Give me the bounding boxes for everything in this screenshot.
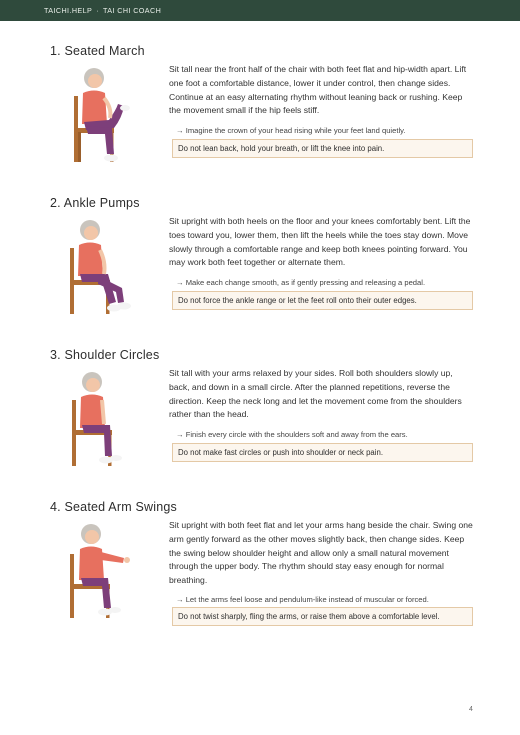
ankle-pumps-illustration: [64, 218, 134, 318]
exercise-section-seated-march: [0, 44, 520, 174]
section-warning: Do not twist sharply, fling the arms, or raise them above a comfortable level.: [172, 607, 473, 626]
section-tip: → Let the arms feel loose and pendulum-like instead of muscular or forced.: [176, 595, 429, 604]
section-tip: → Make each change smooth, as if gently pressing and releasing a pedal.: [176, 278, 426, 287]
seated-arm-swings-illustration: [64, 522, 134, 622]
header-bar: [0, 0, 520, 21]
section-body: Sit upright with both heels on the floor and your knees comfortably bent. Lift the toes toward you, lower them, then lift the heels while the toes stay down. Move slowly through a comfortable range and keep both knees pointing forward. You may work both feet together or alternate them.: [169, 216, 471, 268]
section-body: Sit tall near the front half of the chair with both feet flat and hip-width apart. Lift one foot a comfortable distance, lower it under control, then change sides. Continue at an easy alternating rhythm without leaning back or rushing. Keep the movement small if the hip feels stiff.: [169, 64, 467, 116]
shoulder-circles-illustration: [64, 370, 134, 470]
section-warning: Do not make fast circles or push into shoulder or neck pain.: [172, 443, 473, 462]
header-section: TAI CHI COACH: [103, 6, 162, 15]
exercise-section-ankle-pumps: [0, 196, 520, 326]
section-title: 1. Seated March: [50, 44, 145, 58]
exercise-section-seated-arm-swings: [0, 500, 520, 640]
brand-name: TAICHI.HELP: [44, 6, 93, 15]
header-separator: ·: [96, 6, 99, 15]
seated-march-illustration: [64, 66, 134, 166]
section-title: 3. Shoulder Circles: [50, 348, 160, 362]
section-body: Sit tall with your arms relaxed by your sides. Roll both shoulders slowly up, back, and down in a small circle. After the planned repetitions, reverse the direction. Keep the neck long and let the movement come from the shoulders rather than the head.: [169, 368, 462, 420]
section-body: Sit upright with both feet flat and let your arms hang beside the chair. Swing one arm gently forward as the other moves slightly back, then change sides. Keep the swing below shoulder height and allow only a small natural movement through the upper body. The rhythm should stay easy enough for normal breathing.: [169, 520, 473, 586]
section-tip: → Finish every circle with the shoulders soft and away from the ears.: [176, 430, 408, 439]
section-title: 4. Seated Arm Swings: [50, 500, 177, 514]
exercise-section-shoulder-circles: [0, 348, 520, 478]
page-number: 4: [469, 706, 473, 713]
section-warning: Do not force the ankle range or let the feet roll onto their outer edges.: [172, 291, 473, 310]
section-tip: → Imagine the crown of your head rising while your feet land quietly.: [176, 126, 406, 135]
section-title: 2. Ankle Pumps: [50, 196, 140, 210]
section-warning: Do not lean back, hold your breath, or lift the knee into pain.: [172, 139, 473, 158]
